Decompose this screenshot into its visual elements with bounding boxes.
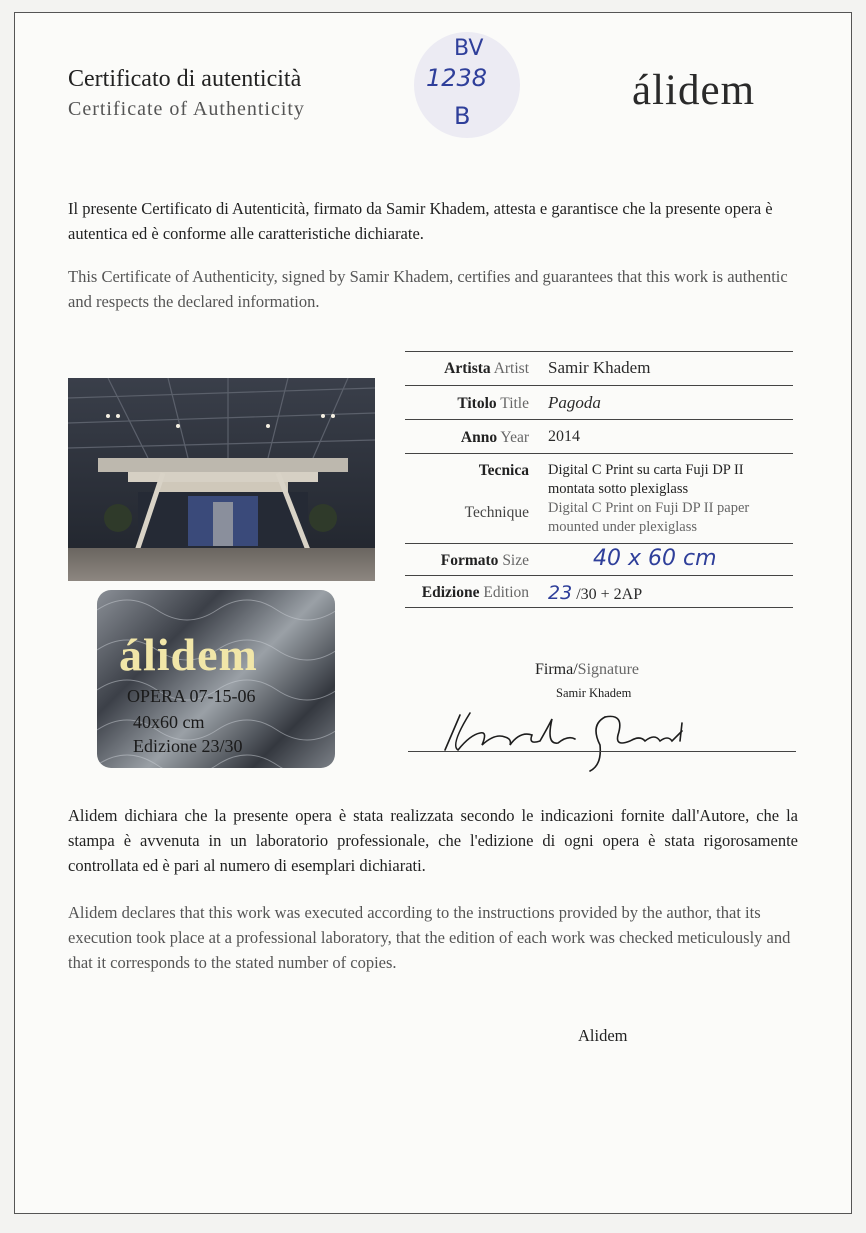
value-size-handwritten: 40 x 60 cm bbox=[593, 546, 717, 571]
label-title-it: Titolo bbox=[457, 395, 497, 412]
declaration-english: Alidem declares that this work was executed according to the instructions provided by the author, that its execution took place at a professional laboratory, that the edition of each work was checked meticulously and that it corresponds to the stated number of copies. bbox=[68, 903, 791, 972]
stamp-line-1: BV bbox=[454, 36, 484, 61]
hologram-sticker bbox=[97, 590, 335, 768]
value-artist: Samir Khadem bbox=[548, 358, 651, 377]
technique-en-line-1: Digital C Print on Fuji DP II paper bbox=[548, 500, 750, 516]
label-title-en: Title bbox=[500, 395, 529, 412]
technique-it-line-1: Digital C Print su carta Fuji DP II bbox=[548, 462, 744, 478]
value-edition bbox=[548, 582, 642, 604]
label-artist-it: Artista bbox=[444, 360, 491, 377]
title-italian: Certificato di autenticità bbox=[68, 66, 302, 92]
stamp-line-3: B bbox=[454, 102, 471, 130]
hologram-logo: álidem bbox=[119, 629, 258, 680]
signature-name: Samir Khadem bbox=[556, 686, 632, 700]
hologram-line-2: 40x60 cm bbox=[133, 712, 205, 732]
title-english: Certificate of Authenticity bbox=[68, 98, 305, 120]
value-year: 2014 bbox=[548, 428, 580, 445]
row-title bbox=[405, 385, 793, 420]
label-technique-it: Tecnica bbox=[478, 462, 529, 479]
row-size bbox=[405, 543, 793, 576]
issuer-name: Alidem bbox=[578, 1026, 628, 1045]
row-artist bbox=[405, 351, 793, 386]
signature-label-en: Signature bbox=[577, 661, 639, 678]
edition-total: /30 + 2AP bbox=[576, 586, 643, 603]
row-edition bbox=[405, 575, 793, 608]
row-year bbox=[405, 419, 793, 454]
intro-italian: Il presente Certificato di Autenticità, firmato da Samir Khadem, attesta e garantisce che la presente opera è autentica ed è conforme alle caratteristiche dichiarate. bbox=[68, 199, 773, 243]
label-technique-en: Technique bbox=[464, 504, 529, 521]
hologram-line-1: OPERA 07-15-06 bbox=[127, 686, 256, 706]
intro-english: This Certificate of Authenticity, signed by Samir Khadem, certifies and guarantees that this work is authentic and respects the declared information. bbox=[68, 267, 788, 311]
label-year-it: Anno bbox=[460, 429, 498, 446]
technique-en-line-2: mounted under plexiglass bbox=[548, 519, 698, 535]
inventory-stamp bbox=[414, 32, 520, 138]
row-technique bbox=[405, 453, 793, 544]
hologram-line-3: Edizione 23/30 bbox=[133, 736, 243, 756]
label-size-en: Size bbox=[502, 552, 529, 569]
signature-label bbox=[535, 661, 639, 679]
signature-label-it: Firma/ bbox=[535, 661, 578, 678]
table-bottom-rule bbox=[405, 607, 793, 608]
label-edition-it: Edizione bbox=[421, 584, 480, 601]
declaration-italian: Alidem dichiara che la presente opera è stata realizzata secondo le indicazioni fornite dall'Autore, che la stampa è avvenuta in un laboratorio professionale, che l'edizione di ogni opera è stata rigorosamente controllata ed è pari al numero di esemplari dichiarati. bbox=[68, 806, 798, 875]
alidem-logo: álidem bbox=[632, 67, 756, 114]
value-technique bbox=[548, 461, 749, 537]
value-title: Pagoda bbox=[548, 393, 601, 412]
edition-number-handwritten: 23 bbox=[548, 582, 573, 604]
artwork-photo bbox=[68, 378, 375, 581]
handwritten-signature bbox=[440, 705, 690, 780]
label-size-it: Formato bbox=[440, 552, 499, 569]
label-year-en: Year bbox=[500, 429, 529, 446]
technique-it-line-2: montata sotto plexiglass bbox=[548, 481, 689, 497]
stamp-line-2: 1238 bbox=[426, 64, 488, 92]
label-artist-en: Artist bbox=[493, 360, 529, 377]
label-edition-en: Edition bbox=[483, 584, 529, 601]
signature-line bbox=[408, 751, 796, 752]
